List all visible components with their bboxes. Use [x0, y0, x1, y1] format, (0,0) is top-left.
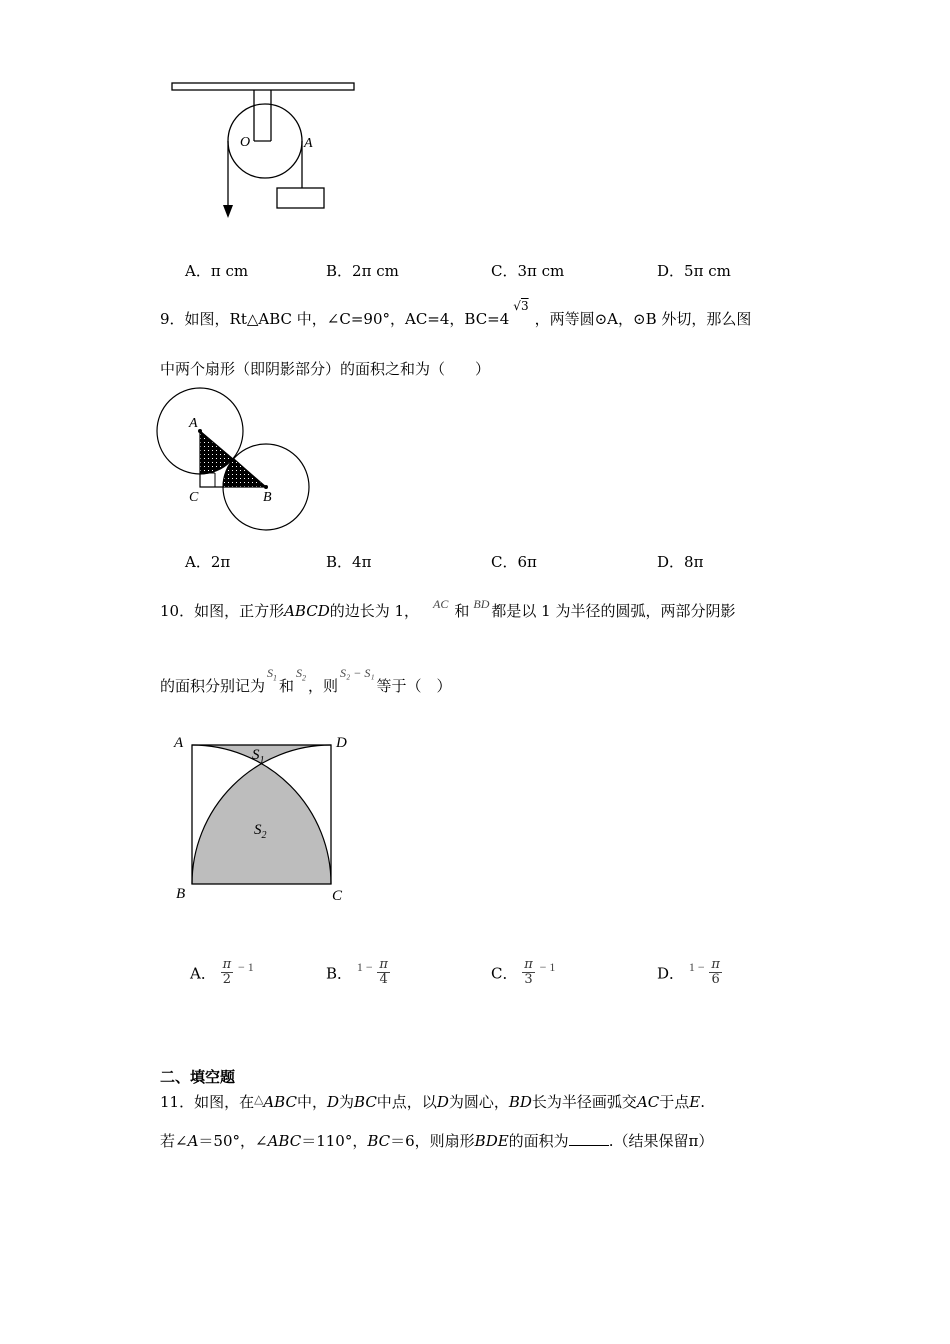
q8-option-b[interactable]: B．2π cm: [326, 262, 399, 280]
label-o: O: [240, 135, 251, 150]
q9-stem-line1: 9．如图，Rt△ABC 中，∠C=90°，AC=4，$BC=4^{√3}$，两等圆⊙A，⊙B 外切，那么图: [160, 299, 752, 328]
sector-b-shaded: [223, 459, 266, 487]
weight-block: [277, 188, 324, 208]
q10-option-a[interactable]: A． $\frac{\pi}{2}$ $^{- 1}$: [190, 957, 254, 988]
label-c: C: [189, 490, 199, 505]
label-a: A: [189, 416, 198, 431]
q10-option-c[interactable]: C． $\frac{\pi}{3}$ $^{- 1}$: [491, 957, 556, 988]
q10-option-d[interactable]: D． $^{1 -}$ $\frac{\pi}{6}$: [657, 957, 720, 988]
q9-option-a[interactable]: A．2π: [185, 553, 231, 571]
section-title-fill-in: 二、填空题: [160, 1068, 236, 1086]
q9-stem-line2: 中两个扇形（即阴影部分）的面积之和为（ ）: [160, 360, 491, 378]
q10-option-b[interactable]: B． $^{1 -}$ $\frac{\pi}{4}$: [326, 957, 388, 988]
label-b: B: [263, 490, 272, 505]
arc-ac-label: AC: [433, 597, 449, 611]
label-c: C: [332, 888, 343, 904]
label-d: D: [336, 735, 347, 751]
two-circles-figure: [155, 385, 315, 535]
sqrt-expression: √3: [513, 299, 529, 313]
square-arcs-figure: [170, 728, 360, 908]
q8-option-d[interactable]: D．5π cm: [657, 262, 731, 280]
ceiling-beam: [172, 83, 354, 90]
label-a: A: [174, 735, 184, 751]
q10-stem-line1: 10．如图，正方形ABCD的边长为 1， $^{AC}$ 和 $^{BD}$ 都是以 1 为半径的圆弧，两部分阴影: [160, 597, 736, 620]
q9-option-c[interactable]: C．6π: [491, 553, 537, 571]
arc-bd-label: BD: [473, 597, 490, 611]
label-b: B: [176, 886, 186, 902]
q11-stem-line2: 若∠A＝50°，∠ABC＝110°，BC＝6，则扇形BDE的面积为 .（结果保留π）: [160, 1132, 714, 1150]
q8-option-a[interactable]: A．π cm: [185, 262, 249, 280]
q9-option-b[interactable]: B．4π: [326, 553, 372, 571]
label-s2: $S_2$: [254, 822, 267, 841]
q10-stem-line2: 的面积分别记为$^{S_1}$ 和$^{S_2}$ ，则$^{S_2 - S_1}$等于（ ）: [160, 666, 452, 695]
q9-option-d[interactable]: D．8π: [657, 553, 704, 571]
label-a: A: [304, 136, 313, 151]
label-s1: $S_1$: [252, 747, 265, 766]
q8-option-c[interactable]: C．3π cm: [491, 262, 565, 280]
region-s2: [192, 764, 331, 884]
answer-blank[interactable]: [569, 1131, 609, 1146]
pulley-figure: [160, 75, 370, 225]
q11-stem-line1: 11．如图，在△ABC中，D为BC中点，以D为圆心，BD长为半径画弧交AC于点E.: [160, 1092, 705, 1111]
arrow-head-down: [223, 205, 233, 218]
difference-expression: S₂ − S₁: [340, 666, 375, 680]
